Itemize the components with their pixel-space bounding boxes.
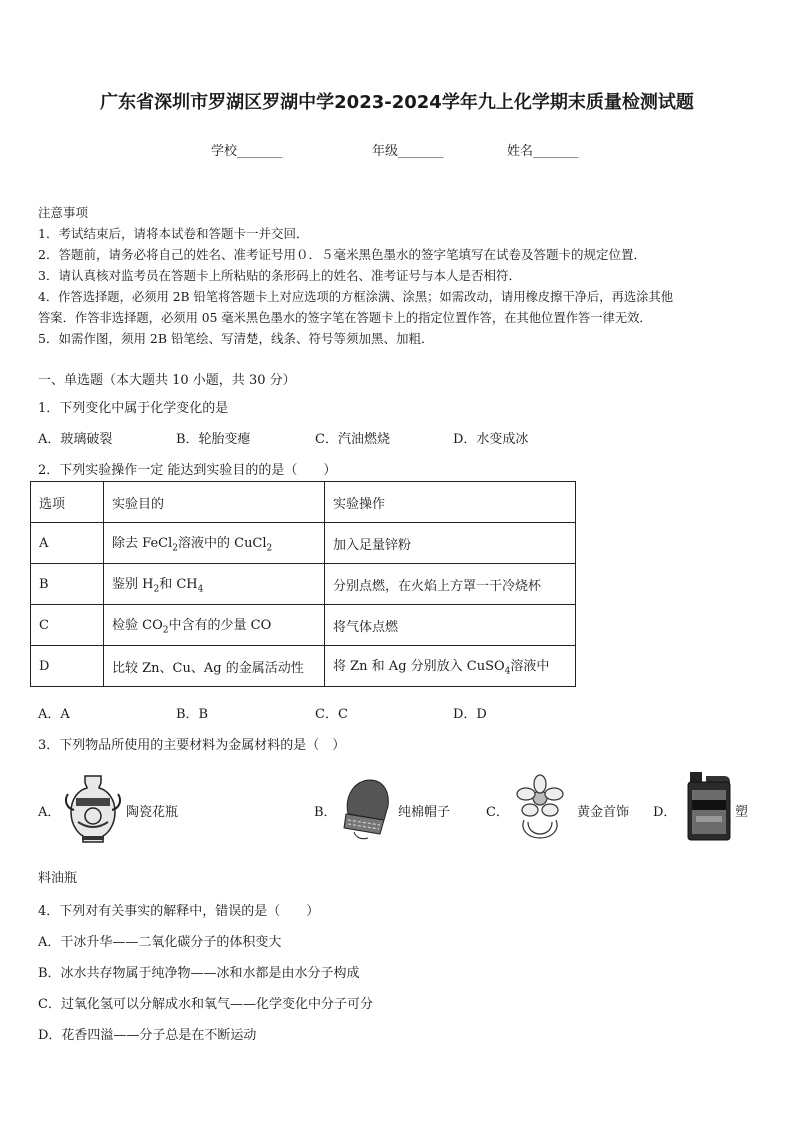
oil-bottle-icon xyxy=(684,770,732,846)
question-4-stem: 4．下列对有关事实的解释中，错误的是（ ） xyxy=(38,904,320,919)
notice-item: 2．答题前，请务必将自己的姓名、准考证号用０．５毫米黑色墨水的签字笔填写在试卷及答题卡的规定位置． xyxy=(38,247,646,262)
name-field: 姓名_______ xyxy=(507,144,579,159)
q3-option-b-letter: B． xyxy=(314,805,337,820)
q3-option-a-letter: A． xyxy=(38,805,61,820)
q3-option-c-label: 黄金首饰 xyxy=(577,805,630,820)
notice-heading: 注意事项 xyxy=(38,205,89,220)
header-cell: 选项 xyxy=(31,482,104,523)
q4-option-d: D．花香四溢——分子总是在不断运动 xyxy=(38,1028,257,1043)
purpose-cell: 检验 $CO_2$中含有的少量 CO xyxy=(104,605,325,646)
experiment-table xyxy=(30,481,576,687)
section-heading: 一、单选题（本大题共 10 小题，共 30 分） xyxy=(38,373,296,388)
table-row xyxy=(31,523,576,564)
operation-cell: 加入足量锌粉 xyxy=(325,523,576,564)
purpose-cell: 鉴别 $H_2$和 $CH_4$ xyxy=(104,564,325,605)
option-key-cell: D xyxy=(31,646,104,687)
vase-icon xyxy=(64,772,122,850)
hat-icon xyxy=(340,774,392,846)
header-cell: 实验操作 xyxy=(325,482,576,523)
option-key-cell: B xyxy=(31,564,104,605)
operation-cell: 将 Zn 和 Ag 分别放入 CuSO$_4$溶液中 xyxy=(325,646,576,687)
q1-option-b: B．轮胎变瘪 xyxy=(176,432,251,447)
notice-item: 5．如需作图，须用 2B 铅笔绘、写清楚，线条、符号等须加黑、加粗． xyxy=(38,331,434,346)
table-row xyxy=(31,646,576,687)
notice-item: 3．请认真核对监考员在答题卡上所粘贴的条形码上的姓名、准考证号与本人是否相符． xyxy=(38,268,521,283)
table-header-row xyxy=(31,482,576,523)
purpose-cell: 除去 FeCl$_2$溶液中的 CuCl$_2$ xyxy=(104,523,325,564)
operation-cell: 将气体点燃 xyxy=(325,605,576,646)
operation-cell: 分别点燃，在火焰上方罩一干冷烧杯 xyxy=(325,564,576,605)
q1-option-a: A．玻璃破裂 xyxy=(38,432,113,447)
q2-option-a: A．A xyxy=(38,707,70,722)
q4-option-c: C．过氧化氢可以分解成水和氧气——化学变化中分子可分 xyxy=(38,997,373,1012)
header-cell: 实验目的 xyxy=(104,482,325,523)
q3-option-d-wrap: 料油瓶 xyxy=(38,871,78,886)
q3-option-d-letter: D． xyxy=(653,805,677,820)
table-row xyxy=(31,564,576,605)
q1-option-d: D．水变成冰 xyxy=(453,432,529,447)
purpose-cell: 比较 Zn、Cu、Ag 的金属活动性 xyxy=(104,646,325,687)
question-1-stem: 1．下列变化中属于化学变化的是 xyxy=(38,401,229,416)
question-3-stem: 3．下列物品所使用的主要材料为金属材料的是（ ） xyxy=(38,738,346,753)
question-2-stem: 2．下列实验操作一定 能达到实验目的的是（ ） xyxy=(38,463,337,478)
notice-item: 4．作答选择题，必须用 2B 铅笔将答题卡上对应选项的方框涂满、涂黑；如需改动，请用橡皮擦干净后，再选涂其他 xyxy=(38,290,674,304)
q2-option-b: B．B xyxy=(176,707,209,722)
notice-item: 答案．作答非选择题，必须用 05 毫米黑色墨水的签字笔在答题卡上的指定位置作答，在其他位置作答一律无效． xyxy=(38,311,652,325)
q4-option-b: B．冰水共存物属于纯净物——冰和水都是由水分子构成 xyxy=(38,966,360,981)
q2-option-c: C．C xyxy=(315,707,348,722)
q1-option-c: C．汽油燃烧 xyxy=(315,432,390,447)
q3-option-c-letter: C． xyxy=(486,805,509,820)
q4-option-a: A．干冰升华——二氧化碳分子的体积变大 xyxy=(38,935,282,950)
table-row xyxy=(31,605,576,646)
q3-option-b-label: 纯棉帽子 xyxy=(398,805,451,820)
notice-item: 1．考试结束后，请将本试卷和答题卡一并交回． xyxy=(38,226,309,241)
option-key-cell: A xyxy=(31,523,104,564)
page-title: 广东省深圳市罗湖区罗湖中学2023-2024学年九上化学期末质量检测试题 xyxy=(100,92,694,113)
school-field: 学校_______ xyxy=(211,144,283,159)
q2-option-d: D．D xyxy=(453,707,487,722)
jewelry-icon xyxy=(510,770,570,846)
option-key-cell: C xyxy=(31,605,104,646)
q3-option-a-label: 陶瓷花瓶 xyxy=(126,805,179,820)
q3-option-d-label: 塑 xyxy=(735,805,749,820)
grade-field: 年级_______ xyxy=(372,144,444,159)
